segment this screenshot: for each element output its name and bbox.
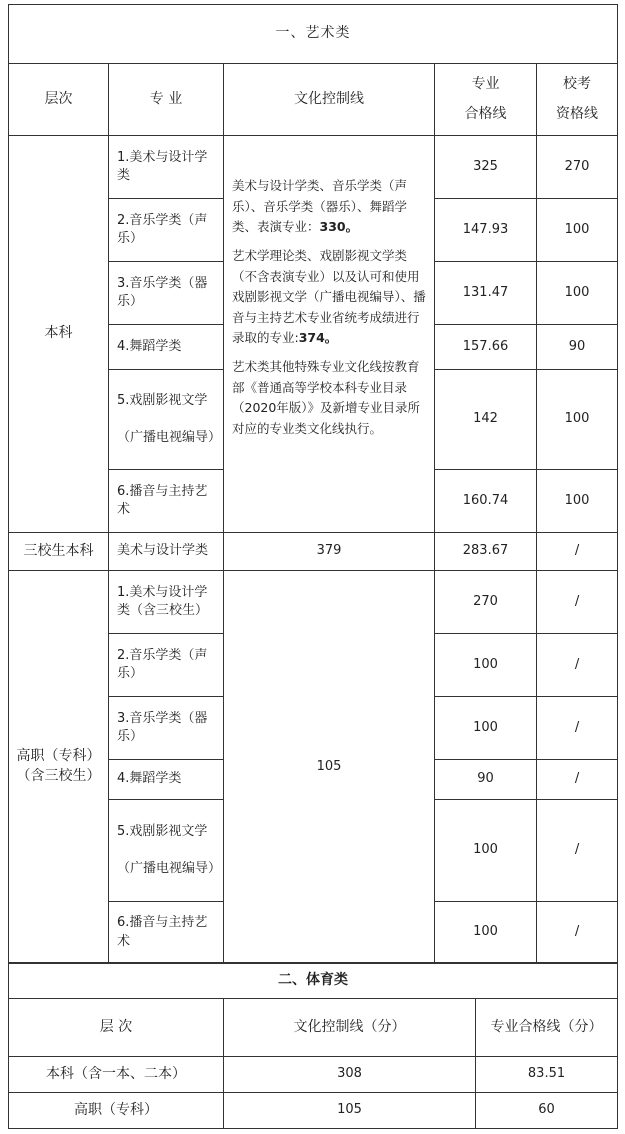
culture-line-gaozhi: 105 xyxy=(224,571,435,964)
header-pro-line: 专业 合格线 xyxy=(435,64,537,136)
pro-score: 131.47 xyxy=(435,262,537,325)
culture-line-sanxiao: 379 xyxy=(224,533,435,571)
culture-value-330: 330。 xyxy=(319,219,359,235)
major-cell: 6.播音与主持艺术 xyxy=(109,470,224,533)
culture-paragraph-1: 美术与设计学类、音乐学类（声乐）、音乐学类（器乐）、舞蹈学类、表演专业：330。 xyxy=(232,178,408,235)
sports-pro-score: 83.51 xyxy=(476,1057,618,1093)
level-benke: 本科 xyxy=(9,136,109,533)
culture-value-374: 374。 xyxy=(298,330,338,346)
school-score: 100 xyxy=(537,470,618,533)
sports-header-culture: 文化控制线（分） xyxy=(224,999,476,1057)
header-major: 专 业 xyxy=(109,64,224,136)
major-cell: 1.美术与设计学类（含三校生） xyxy=(109,571,224,634)
major-cell: 美术与设计学类 xyxy=(109,533,224,571)
pro-score: 270 xyxy=(435,571,537,634)
sports-section-title: 二、体育类 xyxy=(9,963,618,999)
pro-score: 90 xyxy=(435,760,537,800)
sports-level: 高职（专科） xyxy=(9,1093,224,1129)
major-cell: 4.舞蹈学类 xyxy=(109,325,224,370)
major-cell: 3.音乐学类（器乐） xyxy=(109,697,224,760)
school-score: / xyxy=(537,634,618,697)
art-section-title: 一、艺术类 xyxy=(9,5,618,64)
sports-culture-score: 105 xyxy=(224,1093,476,1129)
level-gaozhi: 高职（专科）（含三校生） xyxy=(9,571,109,964)
level-sanxiao: 三校生本科 xyxy=(9,533,109,571)
major-cell: 3.音乐学类（器乐） xyxy=(109,262,224,325)
header-level: 层次 xyxy=(9,64,109,136)
culture-paragraph-2: 艺术学理论类、戏剧影视文学类（不含表演专业）以及认可和使用戏剧影视文学（广播电视编导）、播音与主持艺术专业省统考成绩进行录取的专业:374。 xyxy=(232,247,426,346)
major-cell: 2.音乐学类（声乐） xyxy=(109,634,224,697)
school-score: 100 xyxy=(537,199,618,262)
school-score: 90 xyxy=(537,325,618,370)
header-school-line: 校考 资格线 xyxy=(537,64,618,136)
school-score: / xyxy=(537,800,618,902)
major-cell: 5.戏剧影视文学 （广播电视编导） xyxy=(109,370,224,470)
school-score: / xyxy=(537,533,618,571)
school-score: 100 xyxy=(537,262,618,325)
sports-level: 本科（含一本、二本） xyxy=(9,1057,224,1093)
major-cell: 6.播音与主持艺术 xyxy=(109,902,224,964)
pro-score: 100 xyxy=(435,697,537,760)
major-cell: 2.音乐学类（声乐） xyxy=(109,199,224,262)
pro-score: 157.66 xyxy=(435,325,537,370)
art-score-table xyxy=(8,4,618,964)
pro-score: 147.93 xyxy=(435,199,537,262)
school-score: / xyxy=(537,760,618,800)
school-score: 270 xyxy=(537,136,618,199)
school-score: / xyxy=(537,697,618,760)
pro-score: 325 xyxy=(435,136,537,199)
pro-score: 142 xyxy=(435,370,537,470)
sports-pro-score: 60 xyxy=(476,1093,618,1129)
sports-culture-score: 308 xyxy=(224,1057,476,1093)
major-cell: 1.美术与设计学类 xyxy=(109,136,224,199)
pro-score: 160.74 xyxy=(435,470,537,533)
school-score: 100 xyxy=(537,370,618,470)
culture-paragraph-3: 艺术类其他特殊专业文化线按教育部《普通高等学校本科专业目录（2020年版）》及新增专业目录所对应的专业类文化线执行。 xyxy=(232,359,421,436)
header-culture-line: 文化控制线 xyxy=(224,64,435,136)
major-cell: 5.戏剧影视文学 （广播电视编导） xyxy=(109,800,224,902)
school-score: / xyxy=(537,571,618,634)
school-score: / xyxy=(537,902,618,964)
sports-header-level: 层 次 xyxy=(9,999,224,1057)
major-cell: 4.舞蹈学类 xyxy=(109,760,224,800)
pro-score: 283.67 xyxy=(435,533,537,571)
pro-score: 100 xyxy=(435,902,537,964)
pro-score: 100 xyxy=(435,634,537,697)
sports-score-table xyxy=(8,962,618,1129)
pro-score: 100 xyxy=(435,800,537,902)
sports-header-pro: 专业合格线（分） xyxy=(476,999,618,1057)
culture-line-benke xyxy=(224,136,435,533)
